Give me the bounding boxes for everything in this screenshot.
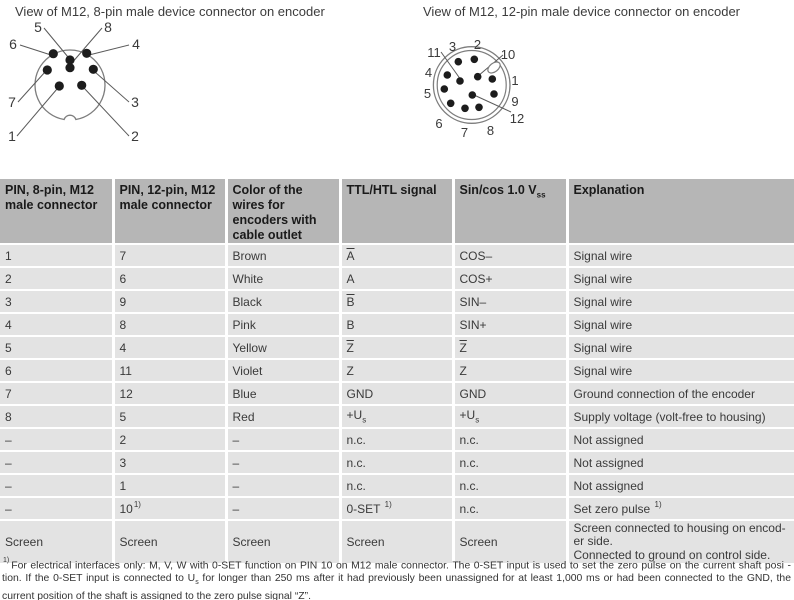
table-cell bbox=[226, 267, 340, 290]
cell-text: – bbox=[5, 501, 12, 516]
table-cell bbox=[453, 359, 567, 382]
cell-text: Not assigned bbox=[573, 478, 644, 493]
table-cell bbox=[453, 451, 567, 474]
pin-dot-9 bbox=[490, 90, 498, 98]
table-cell bbox=[453, 474, 567, 497]
cell-text: n.c. bbox=[459, 432, 479, 447]
column-header bbox=[0, 179, 113, 244]
cell-text: 2 bbox=[119, 432, 127, 447]
table-cell bbox=[226, 359, 340, 382]
pin-dot-2 bbox=[471, 56, 479, 64]
table-cell bbox=[340, 313, 453, 336]
cell-line: Connected to ground on control side. bbox=[573, 547, 771, 562]
table-cell bbox=[0, 244, 113, 267]
table-cell bbox=[567, 405, 794, 428]
table-cell bbox=[226, 382, 340, 405]
cell-text: $\overline{A}$ bbox=[346, 248, 355, 263]
table-cell bbox=[340, 290, 453, 313]
pin-dot-8 bbox=[65, 63, 74, 72]
cell-text: PIN, 12-pin, M12 male connector bbox=[119, 183, 216, 212]
table-row bbox=[0, 313, 794, 336]
table-cell bbox=[567, 359, 794, 382]
cell-text: – bbox=[232, 501, 240, 516]
table-cell bbox=[567, 290, 794, 313]
table-row bbox=[0, 474, 794, 497]
table-cell bbox=[113, 336, 226, 359]
table-cell bbox=[567, 474, 794, 497]
table-cell bbox=[453, 313, 567, 336]
table-cell bbox=[226, 428, 340, 451]
table-cell bbox=[567, 313, 794, 336]
cell-text: $\overline{Z}$ bbox=[346, 340, 354, 355]
cell-text: – bbox=[232, 455, 240, 470]
pin-dot-7 bbox=[461, 105, 469, 113]
pin-label: 5 bbox=[423, 86, 432, 101]
cell-text: 1 bbox=[5, 248, 12, 263]
cell-text: Screen bbox=[459, 535, 498, 549]
table-cell bbox=[113, 359, 226, 382]
table-cell bbox=[340, 359, 453, 382]
footnote-text: tion. If the 0-SET input is connected to U bbox=[2, 573, 196, 585]
table-cell bbox=[226, 497, 340, 520]
cell-text: Violet bbox=[232, 363, 263, 378]
cell-line: er side. bbox=[573, 534, 613, 549]
cell-text: 2 bbox=[5, 271, 12, 286]
table-cell bbox=[0, 359, 113, 382]
cell-text: Signal wire bbox=[573, 363, 633, 378]
cell-text: Signal wire bbox=[573, 248, 633, 263]
table-cell bbox=[453, 290, 567, 313]
table-cell bbox=[340, 428, 453, 451]
table-cell bbox=[340, 267, 453, 290]
table-cell bbox=[567, 267, 794, 290]
pin-dot-1 bbox=[55, 81, 64, 90]
pin-dot-2 bbox=[77, 81, 86, 90]
pin-label: 7 bbox=[460, 125, 469, 140]
cell-text: 8 bbox=[5, 409, 12, 424]
cell-text: Black bbox=[232, 294, 262, 309]
pin-label: 8 bbox=[486, 123, 495, 138]
pin-label: 9 bbox=[511, 94, 519, 109]
cell-text: COS– bbox=[459, 248, 493, 263]
table-cell bbox=[340, 336, 453, 359]
pin-label: 1 bbox=[8, 128, 16, 144]
table-row bbox=[0, 267, 794, 290]
table-cell bbox=[113, 497, 226, 520]
diagram-12pin-title: View of M12, 12-pin male device connector on encoder bbox=[423, 4, 741, 19]
leader-line-6 bbox=[20, 45, 51, 55]
footnote bbox=[2, 556, 791, 600]
cell-text: COS+ bbox=[459, 271, 493, 286]
pin-dot-5 bbox=[441, 85, 449, 93]
pin-label: 6 bbox=[9, 36, 17, 52]
pin-dot-11 bbox=[456, 77, 464, 85]
pin-dot-3 bbox=[89, 65, 98, 74]
cell-text: A bbox=[346, 271, 355, 286]
footnote-line bbox=[2, 556, 791, 572]
table-cell bbox=[567, 497, 794, 520]
table-cell bbox=[0, 336, 113, 359]
footnote-text: current position of the shaft is assigned to the zero pulse signal “Z”. bbox=[2, 590, 311, 600]
column-header bbox=[226, 179, 340, 244]
cell-text: $\overline{B}$ bbox=[346, 294, 355, 309]
cell-text: Screen bbox=[232, 535, 271, 549]
pin-dot-4 bbox=[82, 49, 91, 58]
table-cell bbox=[340, 244, 453, 267]
table-row bbox=[0, 336, 794, 359]
cell-text: +U bbox=[346, 408, 363, 423]
cell-text: +U bbox=[459, 408, 476, 423]
table-cell bbox=[113, 313, 226, 336]
cell-text: – bbox=[5, 455, 12, 470]
pin-dot-6 bbox=[447, 100, 455, 108]
cell-text: Not assigned bbox=[573, 432, 644, 447]
pin-label: 2 bbox=[473, 37, 482, 52]
cell-text: – bbox=[5, 478, 12, 493]
table-cell bbox=[113, 244, 226, 267]
cell-text: Explanation bbox=[573, 183, 645, 197]
table-cell bbox=[0, 428, 113, 451]
cell-text: Color of the wires for encoders with cable outlet bbox=[232, 183, 317, 242]
table-cell bbox=[0, 451, 113, 474]
cell-text: 9 bbox=[119, 294, 127, 309]
table-cell bbox=[113, 405, 226, 428]
cell-text: 12 bbox=[119, 386, 133, 401]
table-cell bbox=[226, 290, 340, 313]
table-row bbox=[0, 290, 794, 313]
column-header bbox=[567, 179, 794, 244]
table-cell bbox=[453, 336, 567, 359]
cell-text: n.c. bbox=[459, 455, 479, 470]
cell-text: – bbox=[5, 432, 12, 447]
cell-text: Screen bbox=[5, 535, 44, 549]
pin-label: 10 bbox=[500, 47, 516, 62]
cell-line: Screen connected to housing on encod- bbox=[573, 520, 786, 535]
connector-12pin-diagram bbox=[405, 25, 580, 150]
cell-text: 3 bbox=[119, 455, 127, 470]
cell-text: 6 bbox=[5, 363, 12, 378]
table-cell bbox=[113, 428, 226, 451]
table-cell bbox=[453, 497, 567, 520]
leader-line-4 bbox=[89, 45, 129, 55]
subscript: s bbox=[475, 415, 480, 425]
table-row bbox=[0, 405, 794, 428]
pin-assignment-table bbox=[0, 179, 794, 565]
table-cell bbox=[113, 382, 226, 405]
cell-text: Signal wire bbox=[573, 294, 633, 309]
table-cell bbox=[113, 290, 226, 313]
table-cell bbox=[0, 290, 113, 313]
table-cell bbox=[226, 474, 340, 497]
cell-text: Yellow bbox=[232, 340, 267, 355]
pin-label: 7 bbox=[8, 94, 16, 110]
cell-text: Set zero pulse bbox=[573, 502, 654, 516]
pin-dot-10 bbox=[474, 73, 482, 81]
cell-text: – bbox=[232, 432, 240, 447]
table-row bbox=[0, 428, 794, 451]
table-row bbox=[0, 451, 794, 474]
pin-dot-8 bbox=[475, 104, 483, 112]
table-cell bbox=[453, 382, 567, 405]
pin-dot-3 bbox=[455, 58, 463, 66]
cell-text: Screen bbox=[119, 535, 158, 549]
table-cell bbox=[567, 244, 794, 267]
superscript: 1) bbox=[384, 500, 392, 509]
subscript: ss bbox=[536, 190, 546, 200]
footnote-line bbox=[2, 590, 791, 600]
table-cell bbox=[0, 382, 113, 405]
cell-text: Pink bbox=[232, 317, 256, 332]
table-row bbox=[0, 382, 794, 405]
cell-text: 11 bbox=[119, 363, 132, 378]
pin-label: 3 bbox=[448, 39, 457, 54]
table-cell bbox=[567, 428, 794, 451]
cell-text: Ground connection of the encoder bbox=[573, 386, 755, 401]
cell-text: 7 bbox=[5, 386, 12, 401]
cell-text: 1 bbox=[119, 478, 127, 493]
subscript: s bbox=[195, 579, 199, 587]
table-cell bbox=[340, 405, 453, 428]
cell-text: n.c. bbox=[346, 455, 366, 470]
pin-label: 1 bbox=[511, 73, 519, 88]
cell-text: 5 bbox=[5, 340, 12, 355]
cell-text: GND bbox=[346, 386, 374, 401]
table-cell bbox=[0, 313, 113, 336]
column-header bbox=[340, 179, 453, 244]
table-cell bbox=[453, 428, 567, 451]
table-cell bbox=[0, 497, 113, 520]
table-cell bbox=[567, 336, 794, 359]
cell-text: 8 bbox=[119, 317, 127, 332]
pin-dot-1 bbox=[489, 75, 497, 83]
table-cell bbox=[0, 267, 113, 290]
cell-text: Screen bbox=[346, 535, 385, 549]
cell-text: Supply voltage (volt-free to housing) bbox=[573, 409, 766, 424]
table-cell bbox=[226, 244, 340, 267]
table-header-row bbox=[0, 179, 794, 244]
cell-text: Signal wire bbox=[573, 271, 633, 286]
cell-text: 4 bbox=[5, 317, 12, 332]
cell-text: Brown bbox=[232, 248, 267, 263]
cell-text: 5 bbox=[119, 409, 127, 424]
cell-text: Signal wire bbox=[573, 340, 633, 355]
column-header bbox=[453, 179, 567, 244]
cell-text: 6 bbox=[119, 271, 127, 286]
table-cell bbox=[0, 474, 113, 497]
pin-label: 2 bbox=[131, 128, 139, 144]
table-row bbox=[0, 244, 794, 267]
cell-text: Red bbox=[232, 409, 255, 424]
table-cell bbox=[0, 405, 113, 428]
cell-text: Z bbox=[459, 363, 467, 378]
table-cell bbox=[113, 474, 226, 497]
footnote-line bbox=[2, 572, 791, 589]
table-cell bbox=[453, 267, 567, 290]
pin-dot-7 bbox=[43, 65, 52, 74]
pin-dot-6 bbox=[49, 49, 58, 58]
cell-text: TTL/HTL signal bbox=[346, 183, 437, 197]
table-cell bbox=[113, 451, 226, 474]
table-cell bbox=[453, 405, 567, 428]
cell-text: Blue bbox=[232, 386, 257, 401]
footnote-text: for longer than 250 ms after it had previously been unassigned for at least 1,000 ms or had been connected to the GND, the bbox=[198, 573, 791, 585]
cell-text: n.c. bbox=[459, 501, 479, 516]
connector-8pin-diagram bbox=[0, 0, 170, 150]
pin-label: 8 bbox=[104, 19, 112, 35]
table-cell bbox=[340, 382, 453, 405]
cell-text: Signal wire bbox=[573, 317, 633, 332]
cell-text: 7 bbox=[119, 248, 127, 263]
table-cell bbox=[453, 244, 567, 267]
superscript: 1) bbox=[654, 500, 662, 509]
table-cell bbox=[340, 451, 453, 474]
subscript: s bbox=[362, 415, 367, 425]
pin-dot-12 bbox=[469, 91, 477, 99]
table-row bbox=[0, 359, 794, 382]
table-cell bbox=[340, 474, 453, 497]
cell-text: 0-SET bbox=[346, 502, 384, 516]
table-cell bbox=[113, 267, 226, 290]
pin-label: 4 bbox=[132, 36, 140, 52]
table-cell bbox=[567, 382, 794, 405]
superscript: 1) bbox=[3, 557, 10, 564]
table-cell bbox=[226, 313, 340, 336]
superscript: 1) bbox=[133, 500, 141, 509]
cell-text: GND bbox=[459, 386, 487, 401]
cell-text: SIN+ bbox=[459, 317, 487, 332]
cell-text: Sin/cos 1.0 V bbox=[459, 183, 537, 197]
cell-text: – bbox=[232, 478, 240, 493]
cell-text: 10 bbox=[119, 502, 133, 516]
table-cell bbox=[226, 336, 340, 359]
table-cell bbox=[340, 497, 453, 520]
footnote-text: For electrical interfaces only: M, V, W with 0-SET function on PIN 10 on M12 male connector. The 0-SET input is used to set the zero pulse on the current shaft posi - bbox=[11, 560, 791, 572]
pin-label: 11 bbox=[427, 45, 441, 60]
cell-text: n.c. bbox=[459, 478, 479, 493]
column-header bbox=[113, 179, 226, 244]
cell-text: PIN, 8-pin, M12 male connector bbox=[5, 183, 98, 212]
pin-label: 3 bbox=[131, 94, 139, 110]
pin-label: 5 bbox=[34, 19, 42, 35]
cell-text: $\overline{Z}$ bbox=[459, 340, 467, 355]
cell-text: Z bbox=[346, 363, 354, 378]
cell-text: White bbox=[232, 271, 264, 286]
cell-text: B bbox=[346, 317, 355, 332]
table-row bbox=[0, 497, 794, 520]
pin-dot-4 bbox=[444, 71, 452, 79]
table-body bbox=[0, 244, 794, 564]
cell-text: n.c. bbox=[346, 478, 366, 493]
table-cell bbox=[567, 451, 794, 474]
pin-label: 12 bbox=[509, 111, 525, 126]
cell-text: SIN– bbox=[459, 294, 487, 309]
table-cell bbox=[226, 451, 340, 474]
cell-text: 4 bbox=[119, 340, 127, 355]
cell-text: 3 bbox=[5, 294, 12, 309]
diagram-8pin-title: View of M12, 8-pin male device connector on encoder bbox=[15, 4, 325, 19]
cell-text: Not assigned bbox=[573, 455, 644, 470]
pin-label: 6 bbox=[435, 116, 443, 131]
cell-text: n.c. bbox=[346, 432, 366, 447]
pin-label: 4 bbox=[424, 65, 433, 80]
table-cell bbox=[226, 405, 340, 428]
